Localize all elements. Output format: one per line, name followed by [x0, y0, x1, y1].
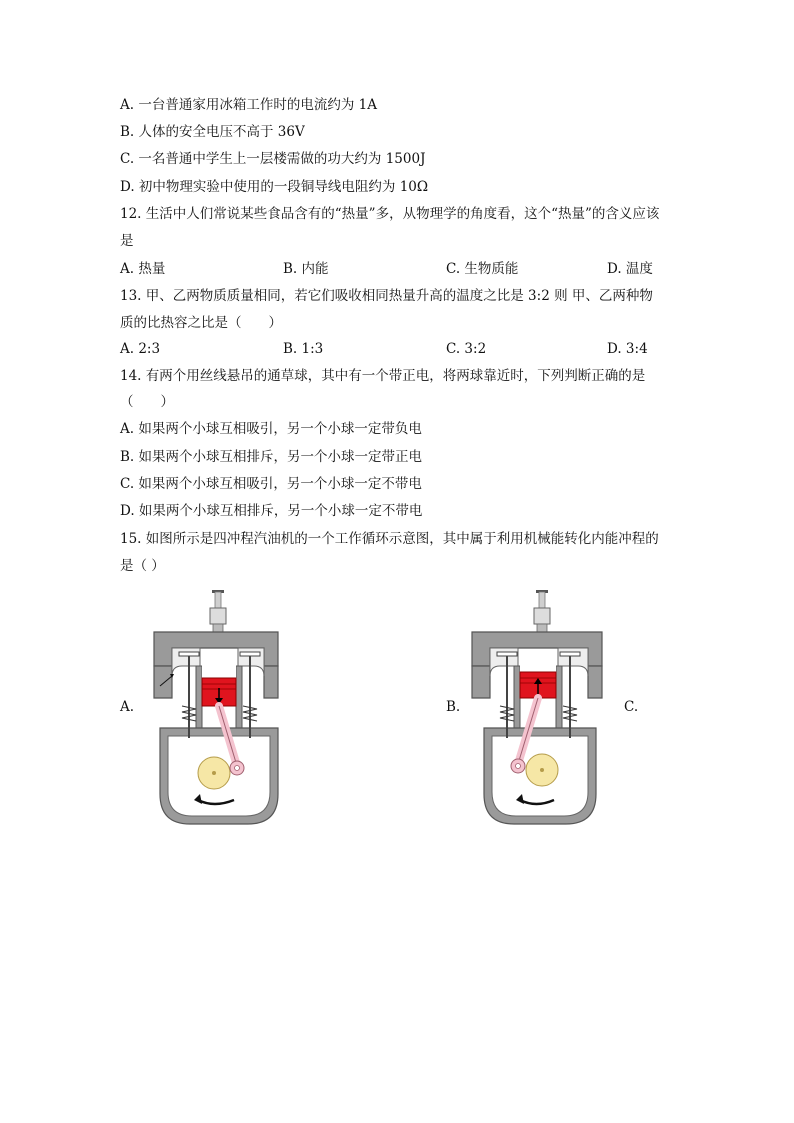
q13-option-b: B. 1:3 [283, 341, 324, 357]
q12-stem-line1: 12. 生活中人们常说某些食品含有的“热量”多，从物理学的角度看，这个“热量”的含义应该 [120, 206, 660, 222]
q11-option-d: D. 初中物理实验中使用的一段铜导线电阻约为 10Ω [120, 179, 429, 195]
figure-label-c: C. [624, 699, 639, 715]
q15-stem-line1: 15. 如图所示是四冲程汽油机的一个工作循环示意图，其中属于利用机械能转化内能冲程的 [120, 531, 659, 547]
q14-option-b: B. 如果两个小球互相排斥，另一个小球一定带正电 [120, 449, 423, 465]
q12-option-a: A. 热量 [120, 261, 166, 277]
q12-option-d: D. 温度 [607, 261, 653, 277]
q13-option-d: D. 3:4 [607, 341, 648, 357]
q12-option-b: B. 内能 [283, 261, 329, 277]
figure-label-b: B. [446, 699, 461, 715]
q13-option-a: A. 2:3 [120, 341, 161, 357]
q13-stem-line2: 质的比热容之比是（ ） [120, 315, 282, 331]
engine-diagram-a [142, 588, 292, 830]
q14-option-a: A. 如果两个小球互相吸引，另一个小球一定带负电 [120, 421, 422, 437]
q11-option-b: B. 人体的安全电压不高于 36V [120, 124, 305, 140]
spark-plug-icon [534, 590, 550, 632]
q11-option-a: A. 一台普通家用冰箱工作时的电流约为 1A [120, 97, 377, 113]
piston [202, 678, 236, 706]
q13-option-c: C. 3:2 [446, 341, 487, 357]
q12-option-c: C. 生物质能 [446, 261, 519, 277]
figure-label-a: A. [120, 699, 135, 715]
q14-option-d: D. 如果两个小球互相排斥，另一个小球一定不带电 [120, 503, 423, 519]
q12-stem-line2: 是 [120, 233, 134, 249]
q13-stem-line1: 13. 甲、乙两物质质量相同，若它们吸收相同热量升高的温度之比是 3:2 则 甲、乙两种物 [120, 288, 653, 304]
spark-plug-icon [210, 590, 226, 632]
engine-diagram-b [466, 588, 616, 830]
q14-stem-line1: 14. 有两个用丝线悬吊的通草球，其中有一个带正电，将两球靠近时，下列判断正确的是 [120, 368, 646, 384]
q14-stem-line2: （ ） [120, 394, 174, 410]
q14-option-c: C. 如果两个小球互相吸引，另一个小球一定不带电 [120, 476, 422, 492]
q11-option-c: C. 一名普通中学生上一层楼需做的功大约为 1500J [120, 151, 426, 167]
flywheel [526, 754, 558, 786]
q15-stem-line2: 是（ ） [120, 558, 165, 574]
flywheel [198, 757, 230, 789]
